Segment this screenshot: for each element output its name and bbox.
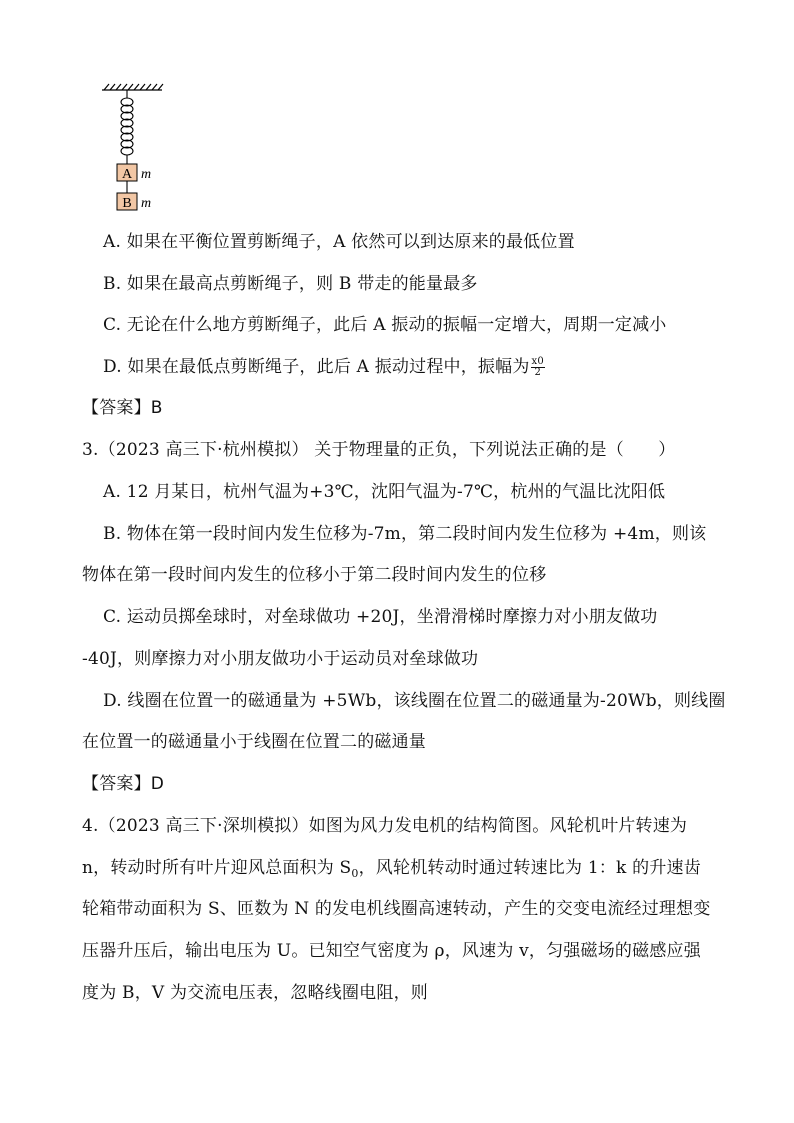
amplitude-fraction	[531, 357, 545, 378]
block-b-mass: m	[141, 196, 152, 211]
block-a-label: A	[121, 167, 133, 182]
ceiling-hatch	[102, 84, 163, 90]
q4-line2-pre: n，转动时所有叶片迎风总面积为 S	[82, 858, 352, 878]
q4-line2-post: ，风轮机转动时通过转速比为 1：k 的升速齿	[358, 858, 701, 878]
q3-option-d-line1: D. 线圈在位置一的磁通量为 +5Wb，该线圈在位置二的磁通量为-20Wb，则线圈	[103, 691, 726, 711]
q2-option-b: B. 如果在最高点剪断绳子，则 B 带走的能量最多	[103, 274, 478, 294]
q2-option-a: A. 如果在平衡位置剪断绳子，A 依然可以到达原来的最低位置	[103, 232, 575, 252]
q2-option-c: C. 无论在什么地方剪断绳子，此后 A 振动的振幅一定增大，周期一定减小	[103, 315, 667, 335]
spring-block-figure	[100, 82, 170, 217]
q4-line5: 度为 B，V 为交流电压表，忽略线圈电阻，则	[82, 983, 428, 1003]
q3-option-b-line1: B. 物体在第一段时间内发生位移为-7m，第二段时间内发生位移为 +4m，则该	[103, 524, 707, 544]
spring	[121, 90, 133, 164]
spring-diagram	[100, 82, 170, 217]
q4-line3: 轮箱带动面积为 S、匝数为 N 的发电机线圈高速转动，产生的交变电流经过理想变	[82, 899, 711, 919]
q4-line4: 压器升压后，输出电压为 U。已知空气密度为 ρ，风速为 v，匀强磁场的磁感应强	[82, 941, 701, 961]
q2-option-d	[103, 356, 545, 378]
fraction-denominator: 2	[534, 367, 541, 378]
block-a-mass: m	[141, 167, 152, 182]
fraction-numerator: x0	[531, 356, 544, 367]
q3-option-d-line2: 在位置一的磁通量小于线圈在位置二的磁通量	[82, 732, 426, 752]
block-b-label: B	[122, 196, 132, 211]
q3-option-a: A. 12 月某日，杭州气温为+3℃，沈阳气温为-7℃，杭州的气温比沈阳低	[103, 482, 666, 502]
q2-option-d-text: D. 如果在最低点剪断绳子，此后 A 振动过程中，振幅为	[103, 357, 530, 377]
q3-answer: 【答案】D	[82, 774, 165, 794]
q2-answer: 【答案】B	[82, 398, 163, 418]
q3-option-c-line1: C. 运动员掷垒球时，对垒球做功 +20J，坐滑滑梯时摩擦力对小朋友做功	[103, 607, 658, 627]
q3-stem: 3.（2023 高三下·杭州模拟） 关于物理量的正负，下列说法正确的是（ ）	[82, 440, 676, 460]
q4-line1: 4.（2023 高三下·深圳模拟）如图为风力发电机的结构简图。风轮机叶片转速为	[82, 816, 688, 836]
q3-option-c-line2: -40J，则摩擦力对小朋友做功小于运动员对垒球做功	[82, 649, 479, 669]
q3-option-b-line2: 物体在第一段时间内发生的位移小于第二段时间内发生的位移	[82, 565, 547, 585]
q4-line2-subscript: 0	[351, 867, 359, 880]
q4-line2	[82, 857, 701, 885]
